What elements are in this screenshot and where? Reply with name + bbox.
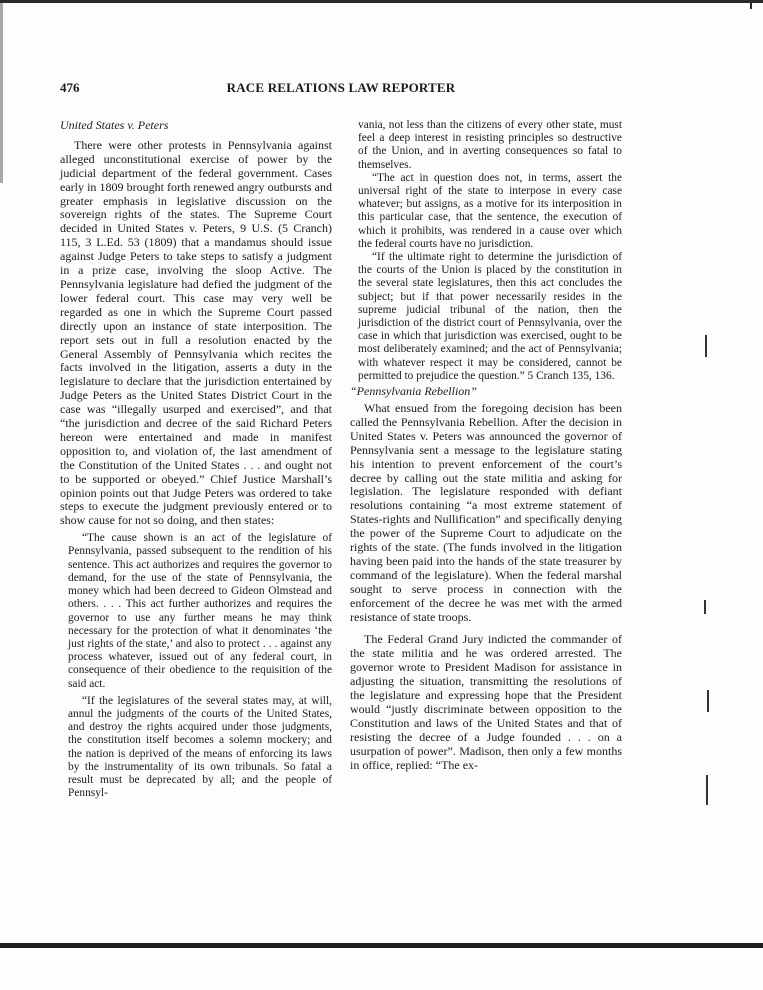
right-column: [350, 119, 622, 773]
section-heading-united-states-v-peters: United States v. Peters: [60, 118, 169, 132]
block-quote-legislature-act: “The cause shown is an act of the legislature of Pennsylvania, passed subsequent to the rendition of his sentence. This act authorizes and requires the governor to demand, for the use of the state of Pennsylvania, the money which had been decreed to Gideon Olmstead and others. . . . This act further authorizes and requires the governor to use any further means he may think necessary for the protection of what it denominates ‘the just rights of the state,’ and also to protect . . . against any process whatever, issued out of any federal court, in consequence of their obedience to the requisition of the said act.: [68, 532, 332, 690]
section-heading-pennsylvania-rebellion: “Pennsylvania Rebellion”: [350, 384, 477, 399]
margin-mark: [706, 775, 708, 805]
block-quote-solemn-mockery: “If the legislatures of the several states may, at will, annul the judgments of the courts of the United States, and destroy the rights acquired under those judgments, the constitution itself becomes a solemn mockery; and the nation is deprived of the means of enforcing its laws by the instrumentality of its own tribunals. So fatal a result must be deprecated by all; and the people of Pennsyl-: [68, 694, 332, 800]
body-paragraph-grand-jury: The Federal Grand Jury indicted the commander of the state militia and he was ordered arrested. The governor wrote to President Madison for assistance in adjusting the situation, transmitting the resolutions of the legislature and expressing hope that the President would “justly discriminate between opposition to the Constitution and laws of the United States and that of resisting the decree of a Judge founded . . . on a usurpation of power”. Madison, then only a few months in office, replied: “The ex-: [350, 632, 622, 772]
margin-mark: [707, 690, 709, 712]
body-paragraph-protests: There were other protests in Pennsylvania against alleged unconstitutional exercise of power by the judicial department of the federal government. Cases early in 1809 brought forth renewed angry outbursts and greater emphasis in legislative discussion on the sovereign rights of the states. The Supreme Court decided in United States v. Peters, 9 U.S. (5 Cranch) 115, 3 L.Ed. 53 (1809) that a mandamus should issue against Judge Peters to take steps to satisfy a judgment in a prize case, involving the sloop Active. The Pennsylvania legislature had defied the judgment of the lower federal court. This case may very well be regarded as one in which the Supreme Court passed directly upon an instance of state interposition. The report sets out in full a resolution enacted by the General Assembly of Pennsylvania which recites the facts involved in the litigation, asserts a duty in the legislature to declare that the jurisdiction entertained by Judge Peters as the United States District Court in the case was “illegally usurped and exercised”, and that “the jurisdiction and decree of the said Richard Peters hereon were entertained and made in manifest opposition to, and violation of, the last amendment of the Constitution of the United States . . . and ought not to be supported or obeyed.” Chief Justice Marshall’s opinion points out that Judge Peters was ordered to take steps to execute the judgment previously entered or to show cause for not so doing, and then states:: [60, 137, 332, 528]
margin-mark: [704, 600, 706, 614]
running-head: [60, 80, 622, 100]
block-quote-continuation: vania, not less than the citizens of every other state, must feel a deep interest in resisting principles so destructive of the Union, and in averting consequences so fatal to themselves.: [358, 119, 622, 171]
top-border-tick: [750, 3, 752, 9]
block-quote-act-in-question: “The act in question does not, in terms, assert the universal right of the state to interpose in every case whatever; but assigns, as a motive for its interposition in this particular case, that the sentence, the execution of which it prohibits, was rendered in a cause over which the federal courts have no jurisdiction.: [358, 171, 622, 250]
bottom-border-rule: [0, 943, 763, 948]
margin-mark: [705, 335, 707, 357]
block-quote-ultimate-right: “If the ultimate right to determine the jurisdiction of the courts of the Union is placed by the constitution in the several state legislatures, then this act concludes the subject; but if that power necessarily resides in the supreme judicial tribunal of the nation, then the jurisdiction of the district court of Pennsylvania, over the case in which that jurisdiction was exercised, ought to be most deliberately examined; and the act of Pennsylvania; with whatever respect it may be considered, cannot be permitted to prejudice the question.” 5 Cranch 135, 136.: [358, 251, 622, 382]
left-edge-shadow: [0, 3, 3, 183]
body-paragraph-what-ensued: What ensued from the foregoing decision has been called the Pennsylvania Rebellion. After the decision in United States v. Peters was announced the governor of Pennsylvania sent a message to the legislature stating his intention to prevent enforcement of the court’s decree by calling out the state militia and asking for legislation. The legislature responded with defiant resolutions containing “a most extreme statement of States-rights and Nullification” and specifically denying the power of the Supreme Court to adjudicate on the rights of the state. (The funds involved in the litigation having been paid into the hands of the state treasurer by command of the legislature). When the federal marshal sought to serve process in connection with the enforcement of the decree he was met with the armed resistance of state troops.: [350, 400, 622, 624]
left-column: [60, 119, 332, 800]
journal-title: RACE RELATIONS LAW REPORTER: [226, 80, 456, 95]
top-border-rule: [0, 0, 763, 3]
page-number: 476: [60, 80, 80, 95]
